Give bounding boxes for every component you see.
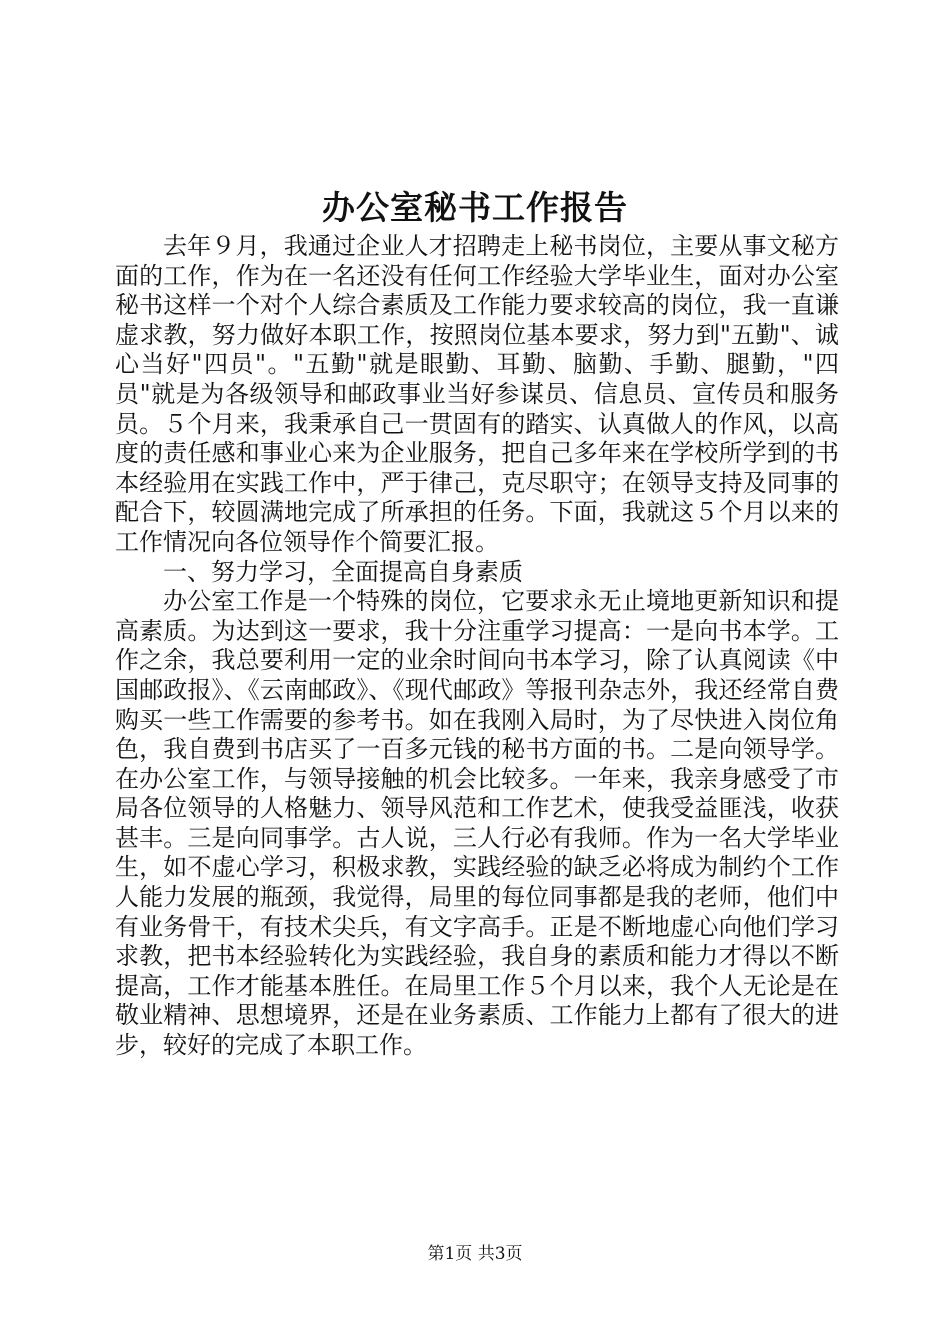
paragraph-intro: 去年９月，我通过企业人才招聘走上秘书岗位，主要从事文秘方面的工作，作为在一名还没有任何工作经验大学毕业生，面对办公室秘书这样一个对个人综合素质及工作能力要求较高的岗位，我一直谦虚求教，努力做好本职工作，按照岗位基本要求，努力到"五勤"、诚心当好"四员"。"五勤"就是眼勤、耳勤、脑勤、手勤、腿勤，"四员"就是为各级领导和邮政事业当好参谋员、信息员、宣传员和服务员。５个月来，我秉承自己一贯固有的踏实、认真做人的作风，以高度的责任感和事业心来为企业服务，把自己多年来在学校所学到的书本经验用在实践工作中，严于律己，克尽职守；在领导支持及同事的配合下，较圆满地完成了所承担的任务。下面，我就这５个月以来的工作情况向各位领导作个简要汇报。 xyxy=(115,232,839,556)
page-number-footer: 第1页 共3页 xyxy=(427,1244,523,1264)
document-body xyxy=(115,232,839,1061)
document-title: 办公室秘书工作报告 xyxy=(322,188,628,227)
paragraph-section-1: 办公室工作是一个特殊的岗位，它要求永无止境地更新知识和提高素质。为达到这一要求，我十分注重学习提高：一是向书本学。工作之余，我总要利用一定的业余时间向书本学习，除了认真阅读《中国邮政报》、《云南邮政》、《现代邮政》等报刊杂志外，我还经常自费购买一些工作需要的参考书。如在我刚入局时，为了尽快进入岗位角色，我自费到书店买了一百多元钱的秘书方面的书。二是向领导学。在办公室工作，与领导接触的机会比较多。一年来，我亲身感受了市局各位领导的人格魅力、领导风范和工作艺术，使我受益匪浅，收获甚丰。三是向同事学。古人说，三人行必有我师。作为一名大学毕业生，如不虚心学习，积极求教，实践经验的缺乏必将成为制约个工作人能力发展的瓶颈，我觉得，局里的每位同事都是我的老师，他们中有业务骨干，有技术尖兵，有文字高手。正是不断地虚心向他们学习求教，把书本经验转化为实践经验，我自身的素质和能力才得以不断提高，工作才能基本胜任。在局里工作５个月以来，我个人无论是在敬业精神、思想境界，还是在业务素质、工作能力上都有了很大的进步，较好的完成了本职工作。 xyxy=(115,587,839,1060)
section-heading-1: 一、努力学习，全面提高自身素质 xyxy=(163,557,523,586)
